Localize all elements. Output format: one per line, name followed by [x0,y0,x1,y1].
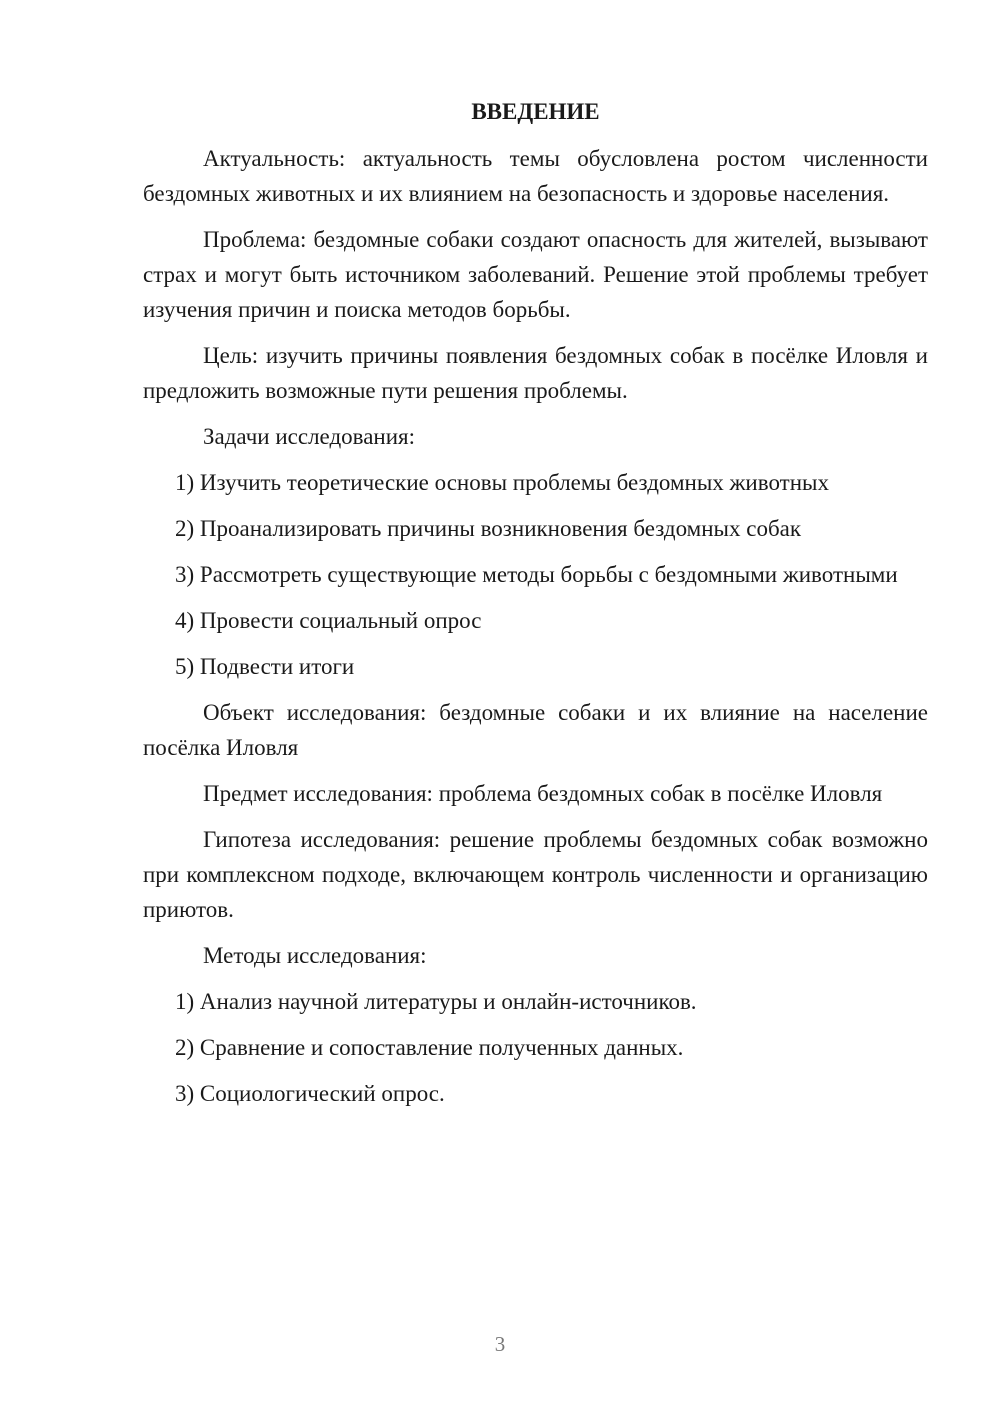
task-item: 3) Рассмотреть существующие методы борьбы с бездомными животными [175,562,898,587]
subject-paragraph: Предмет исследования: проблема бездомных собак в посёлке Иловля [203,781,883,806]
method-item: 3) Социологический опрос. [175,1081,445,1106]
relevance-paragraph: Актуальность: актуальность темы обусловлена ростом численности бездомных животных и их влиянием на безопасность и здоровье населения. [143,146,928,206]
hypothesis-paragraph: Гипотеза исследования: решение проблемы бездомных собак возможно при комплексном подходе, включающем контроль численности и организацию приютов. [143,827,928,922]
object-paragraph: Объект исследования: бездомные собаки и их влияние на население посёлка Иловля [143,700,928,760]
task-item: 1) Изучить теоретические основы проблемы бездомных животных [175,470,829,495]
page-content [143,94,928,1122]
tasks-label: Задачи исследования: [203,424,416,449]
page-heading: ВВЕДЕНИЕ [471,99,600,124]
goal-paragraph: Цель: изучить причины появления бездомных собак в посёлке Иловля и предложить возможные пути решения проблемы. [143,343,928,403]
method-item: 1) Анализ научной литературы и онлайн-источников. [175,989,697,1014]
page-number: 3 [494,1332,506,1356]
task-item: 2) Проанализировать причины возникновения бездомных собак [175,516,802,541]
problem-paragraph: Проблема: бездомные собаки создают опасность для жителей, вызывают страх и могут быть источником заболеваний. Решение этой проблемы требует изучения причин и поиска методов борьбы. [143,227,928,322]
method-item: 2) Сравнение и сопоставление полученных данных. [175,1035,684,1060]
methods-label: Методы исследования: [203,943,427,968]
task-item: 5) Подвести итоги [175,654,355,679]
task-item: 4) Провести социальный опрос [175,608,482,633]
